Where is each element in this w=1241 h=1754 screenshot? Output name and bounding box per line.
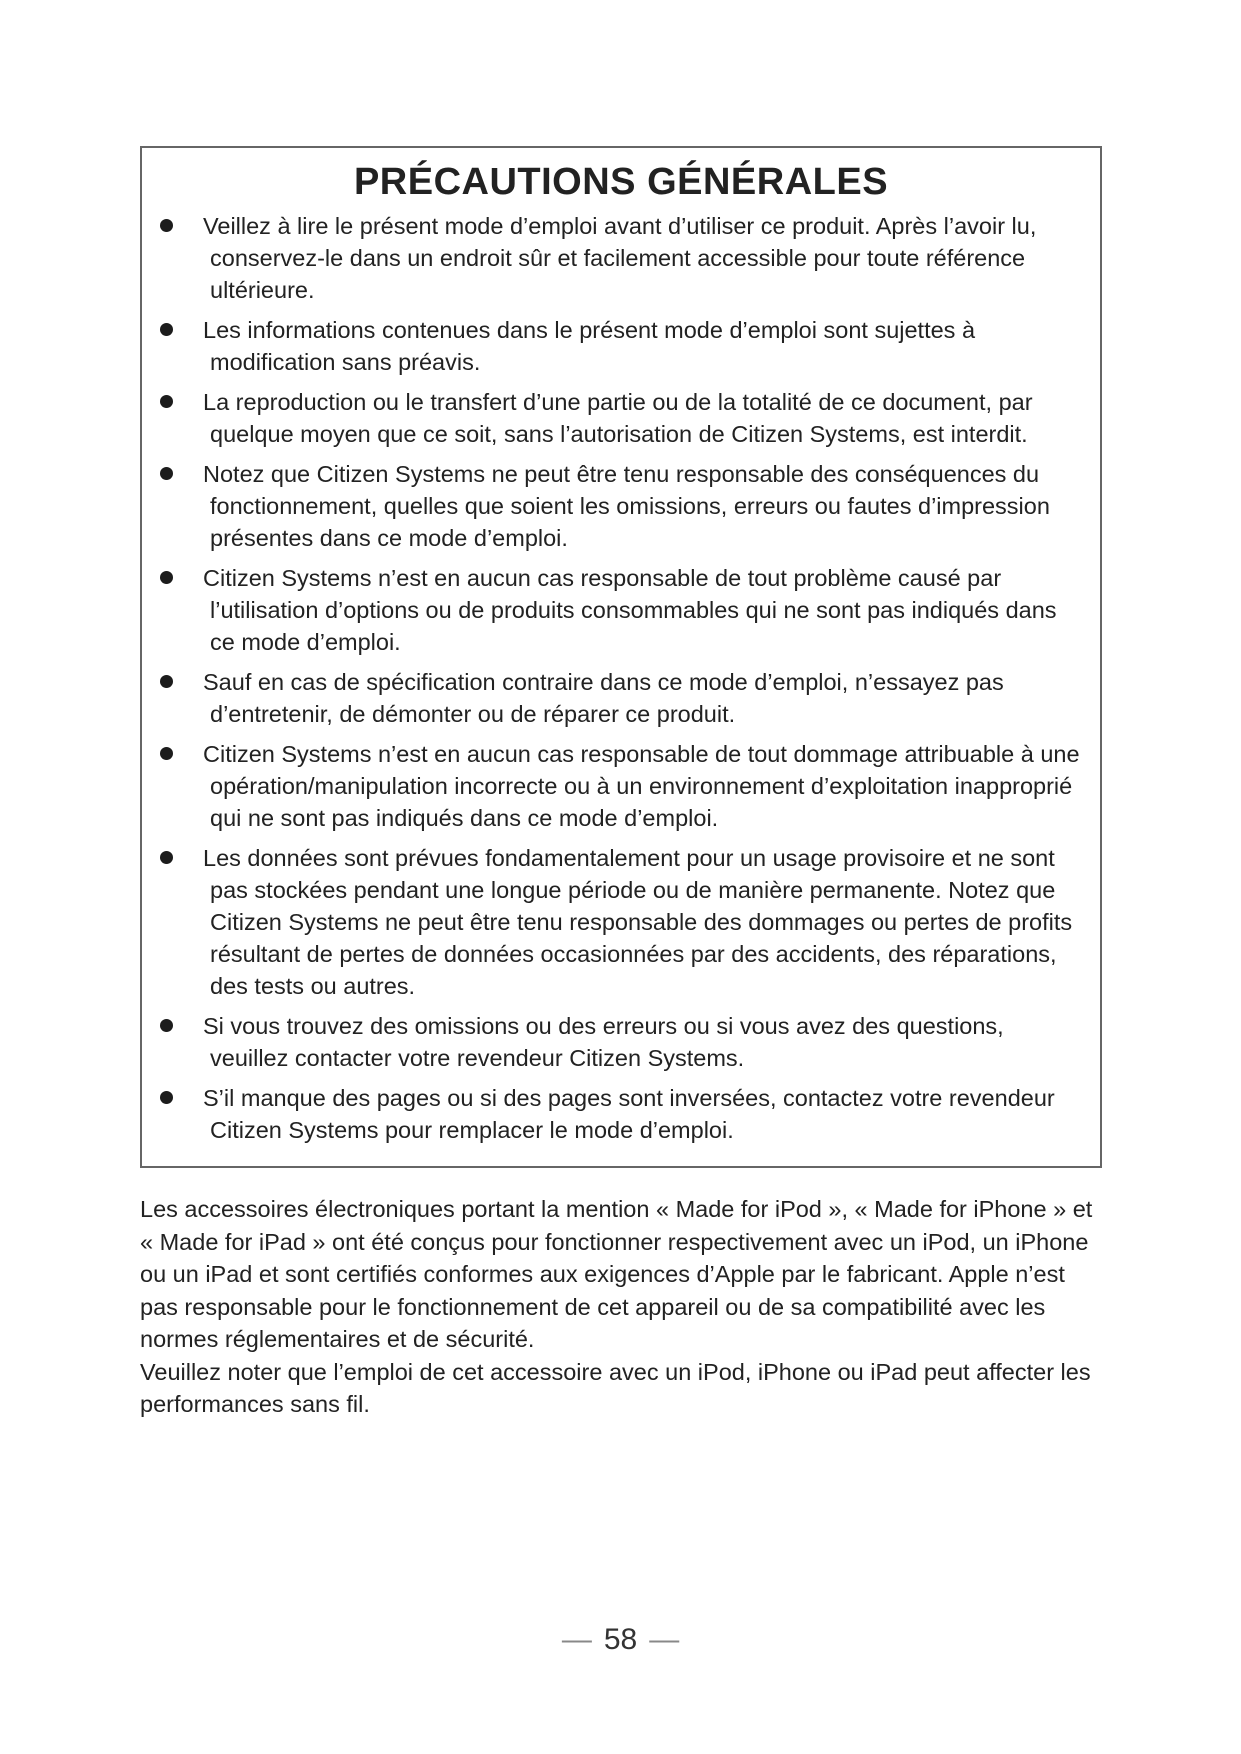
bullet-icon: [160, 1091, 173, 1104]
bullet-icon: [160, 675, 173, 688]
page-number-value: 58: [603, 1623, 638, 1656]
list-item-text: Veillez à lire le présent mode d’emploi avant d’utiliser ce produit. Après l’avoir lu, conservez-le dans un endroit sûr et facilement accessible pour toute référence ultérieure.: [203, 213, 1037, 303]
list-item-text: La reproduction ou le transfert d’une partie ou de la totalité de ce document, par quelque moyen que ce soit, sans l’autorisation de Citizen Systems, est interdit.: [203, 389, 1033, 447]
apple-notice-paragraph: Veuillez noter que l’emploi de cet accessoire avec un iPod, iPhone ou iPad peut affecter les performances sans fil.: [140, 1358, 1091, 1417]
list-item-text: Les informations contenues dans le présent mode d’emploi sont sujettes à modification sans préavis.: [203, 317, 976, 375]
list-item: [156, 210, 1086, 306]
bullet-icon: [160, 571, 173, 584]
precautions-list: [156, 210, 1086, 1154]
list-item-text: Sauf en cas de spécification contraire dans ce mode d’emploi, n’essayez pas d’entretenir, de démonter ou de réparer ce produit.: [203, 669, 1004, 727]
list-item: [156, 666, 1086, 730]
apple-notice-paragraph: Les accessoires électroniques portant la mention « Made for iPod », « Made for iPhone » et « Made for iPad » ont été conçus pour fonctionner respectivement avec un iPod, un iPhone ou un iPad et sont certifiés conformes aux exigences d’Apple par le fabricant. Apple n’est pas responsable pour le fonctionnement de cet appareil ou de sa compatibilité avec les normes réglementaires et de sécurité.: [140, 1196, 1093, 1352]
bullet-icon: [160, 851, 173, 864]
list-item: [156, 1010, 1086, 1074]
general-precautions-box: [140, 146, 1102, 1168]
list-item: [156, 738, 1086, 834]
bullet-icon: [160, 467, 173, 480]
page-number-dash-left: —: [561, 1623, 592, 1656]
list-item: [156, 314, 1086, 378]
list-item-text: Citizen Systems n’est en aucun cas responsable de tout dommage attribuable à une opération/manipulation incorrecte ou à un environnement d’exploitation inapproprié qui ne sont pas indiqués dans ce mode d’emploi.: [203, 741, 1080, 831]
bullet-icon: [160, 395, 173, 408]
list-item: [156, 458, 1086, 554]
bullet-icon: [160, 1019, 173, 1032]
list-item: [156, 386, 1086, 450]
bullet-icon: [160, 323, 173, 336]
list-item-text: S’il manque des pages ou si des pages sont inversées, contactez votre revendeur Citizen Systems pour remplacer le mode d’emploi.: [203, 1085, 1055, 1143]
list-item: [156, 842, 1086, 1002]
list-item-text: Les données sont prévues fondamentalement pour un usage provisoire et ne sont pas stockées pendant une longue période ou de manière permanente. Notez que Citizen Systems ne peut être tenu responsable des dommages ou pertes de profits résultant de pertes de données occasionnées par des accidents, des réparations, des tests ou autres.: [203, 845, 1073, 999]
page-number: [0, 1622, 1241, 1658]
list-item-text: Si vous trouvez des omissions ou des erreurs ou si vous avez des questions, veuillez contacter votre revendeur Citizen Systems.: [203, 1013, 1004, 1071]
list-item-text: Notez que Citizen Systems ne peut être tenu responsable des conséquences du fonctionnement, quelles que soient les omissions, erreurs ou fautes d’impression présentes dans ce mode d’emploi.: [203, 461, 1050, 551]
list-item-text: Citizen Systems n’est en aucun cas responsable de tout problème causé par l’utilisation d’options ou de produits consommables qui ne sont pas indiqués dans ce mode d’emploi.: [203, 565, 1057, 655]
list-item: [156, 1082, 1086, 1146]
bullet-icon: [160, 747, 173, 760]
apple-compatibility-notice: [140, 1193, 1105, 1421]
list-item: [156, 562, 1086, 658]
bullet-icon: [160, 219, 173, 232]
page-number-dash-right: —: [649, 1623, 680, 1656]
precautions-title: PRÉCAUTIONS GÉNÉRALES: [353, 161, 889, 203]
